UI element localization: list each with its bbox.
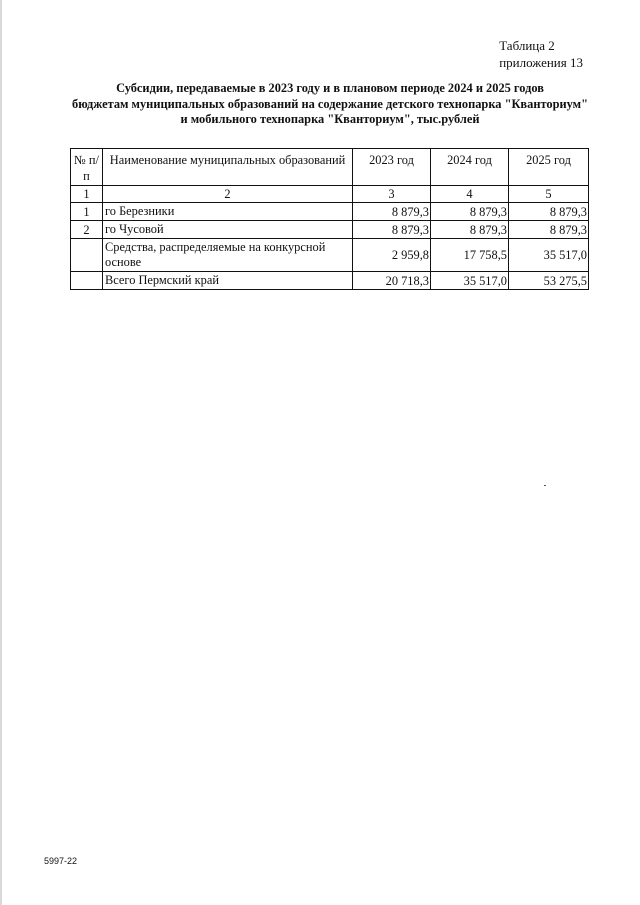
municipality-name: го Чусовой (103, 221, 353, 239)
value-2025: 8 879,3 (509, 221, 589, 239)
table-row (71, 203, 589, 221)
column-number-row (71, 186, 589, 203)
column-number: 1 (71, 186, 103, 203)
row-number (71, 239, 103, 272)
subsidy-table (70, 148, 589, 290)
competitive-funds-label: Средства, распределяемые на конкурсной основе (103, 239, 353, 272)
column-header-2024: 2024 год (431, 149, 509, 186)
title-line-3: и мобильного технопарка "Кванториум", тыс.рублей (180, 112, 480, 126)
document-title (60, 81, 600, 128)
total-row (71, 272, 589, 290)
value-2023: 2 959,8 (353, 239, 431, 272)
column-header-name: Наименование муниципальных образований (103, 149, 353, 186)
total-2024: 35 517,0 (431, 272, 509, 290)
column-number: 4 (431, 186, 509, 203)
municipality-name: го Березники (103, 203, 353, 221)
value-2023: 8 879,3 (353, 203, 431, 221)
value-2023: 8 879,3 (353, 221, 431, 239)
table-row (71, 239, 589, 272)
appendix-label: приложения 13 (499, 55, 583, 70)
total-2025: 53 275,5 (509, 272, 589, 290)
document-code: 5997-22 (44, 856, 78, 866)
value-2025: 35 517,0 (509, 239, 589, 272)
table-header-row (71, 149, 589, 186)
column-header-2025: 2025 год (509, 149, 589, 186)
column-number: 3 (353, 186, 431, 203)
scan-speck (544, 485, 546, 486)
row-number (71, 272, 103, 290)
table-row (71, 221, 589, 239)
page-edge (0, 0, 2, 905)
row-number: 1 (71, 203, 103, 221)
table-reference (499, 37, 583, 71)
column-number: 5 (509, 186, 589, 203)
column-header-2023: 2023 год (353, 149, 431, 186)
column-header-number: № п/п (71, 149, 103, 186)
value-2024: 8 879,3 (431, 221, 509, 239)
value-2025: 8 879,3 (509, 203, 589, 221)
title-line-2: бюджетам муниципальных образований на содержание детского технопарка "Кванториум" (72, 96, 588, 111)
value-2024: 8 879,3 (431, 203, 509, 221)
table-label: Таблица 2 (499, 38, 555, 53)
column-number: 2 (103, 186, 353, 203)
row-number: 2 (71, 221, 103, 239)
total-label: Всего Пермский край (103, 272, 353, 290)
total-2023: 20 718,3 (353, 272, 431, 290)
value-2024: 17 758,5 (431, 239, 509, 272)
title-line-1: Субсидии, передаваемые в 2023 году и в плановом периоде 2024 и 2025 годов (116, 81, 544, 95)
